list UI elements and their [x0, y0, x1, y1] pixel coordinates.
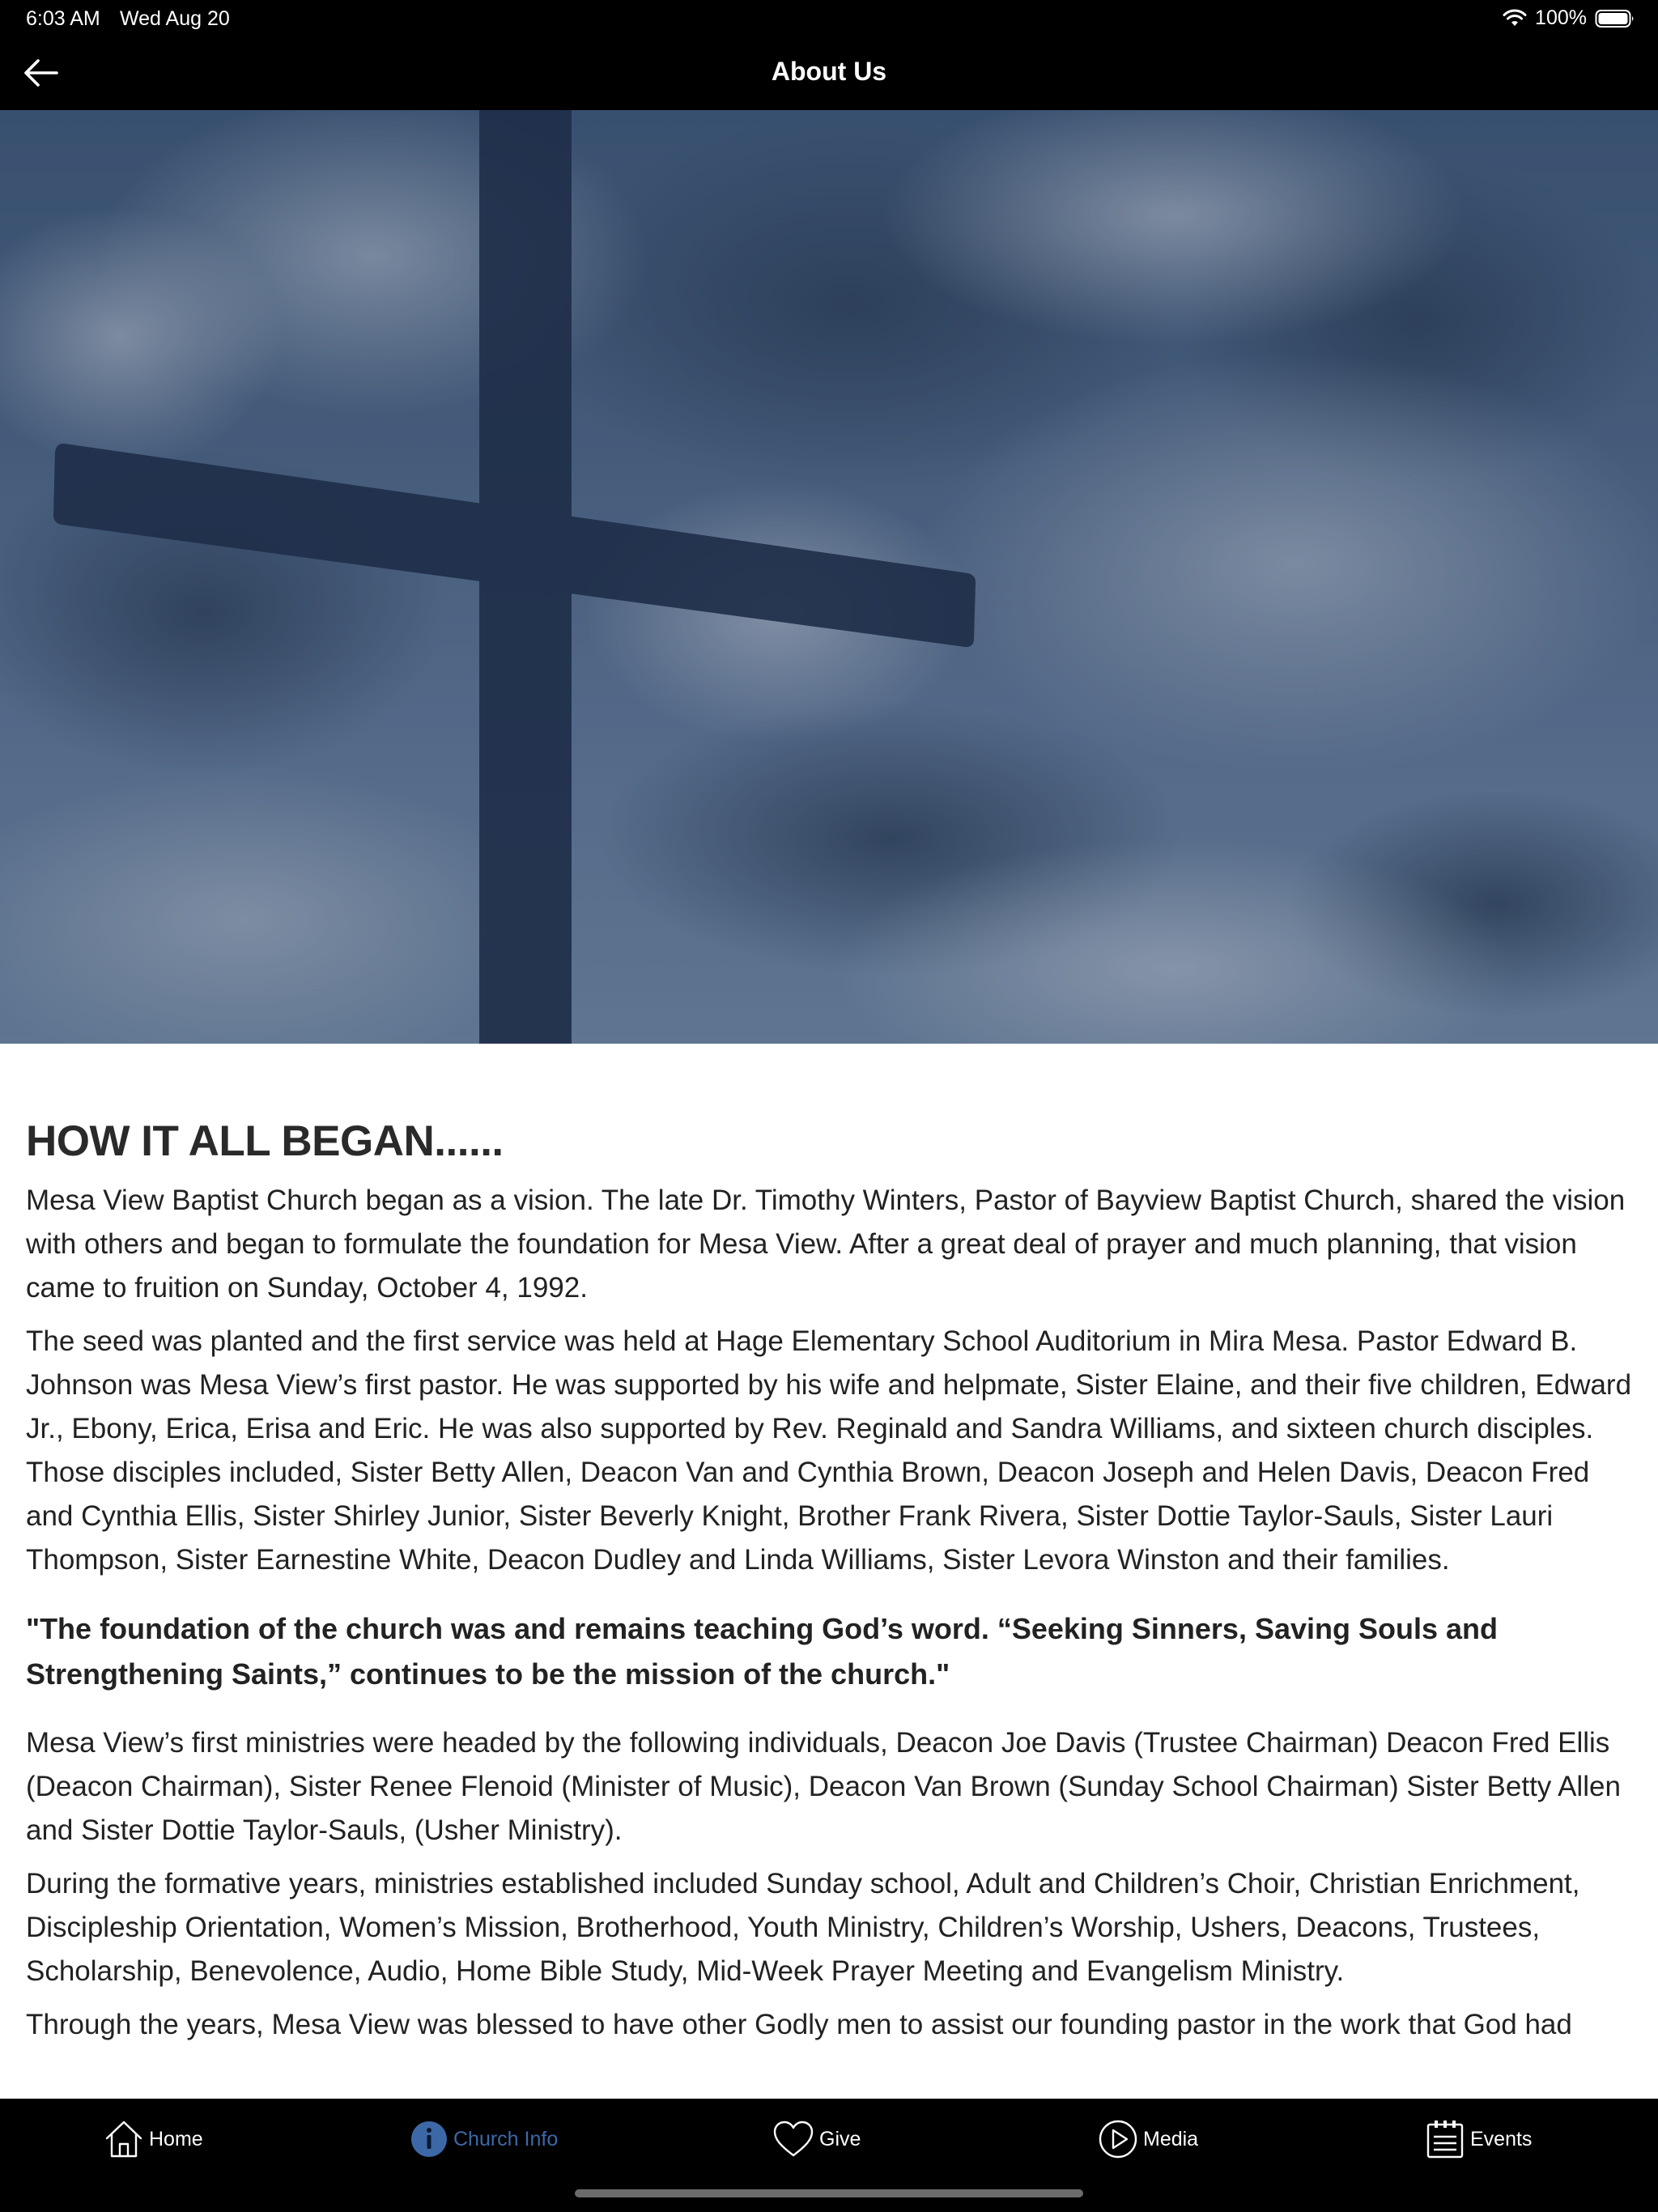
- heart-icon: [772, 2120, 814, 2159]
- article-paragraph: Through the years, Mesa View was blessed to have other Godly men to assist our founding pastor in the work that God had: [26, 2009, 1572, 2040]
- section-heading: HOW IT ALL BEGAN......: [26, 1117, 504, 1165]
- mission-quote: "The foundation of the church was and remains teaching God’s word. “Seeking Sinners, Saving Souls and Strengthening Saints,” continues to be the mission of the church.": [26, 1612, 1499, 1691]
- play-circle-icon: [1098, 2119, 1138, 2159]
- article-paragraph: Mesa View’s first ministries were headed by the following individuals, Deacon Joe Davis (Trustee Chairman) Deacon Fred Ellis (Deacon Chairman), Sister Renee Flenoid (Minister of Music), Deacon Van Brown (Sunday School Chairman) Sister Betty Allen and Sister Dottie Taylor-Sauls, (Usher Ministry).: [26, 1727, 1621, 1846]
- tab-give[interactable]: [772, 2116, 861, 2162]
- tab-events[interactable]: [1425, 2116, 1532, 2162]
- status-bar: [0, 0, 1658, 39]
- wifi-icon: [1503, 9, 1527, 28]
- tab-label: Events: [1470, 2127, 1533, 2150]
- hero-image: [0, 110, 1658, 1044]
- home-icon: [104, 2119, 144, 2159]
- tab-label: Home: [149, 2127, 203, 2150]
- article-paragraph: Mesa View Baptist Church began as a vision. The late Dr. Timothy Winters, Pastor of Bayview Baptist Church, shared the vision with others and began to formulate the foundation for Mesa View. After a great deal of prayer and much planning, that vision came to fruition on Sunday, October 4, 1992.: [26, 1185, 1626, 1304]
- tab-label: Media: [1143, 2127, 1199, 2150]
- info-icon: [410, 2120, 449, 2159]
- tab-church-info[interactable]: [410, 2116, 558, 2162]
- status-time: 6:03 AM: [26, 7, 100, 30]
- calendar-list-icon: [1425, 2119, 1465, 2159]
- home-indicator[interactable]: [575, 2189, 1083, 2197]
- page-title: About Us: [771, 57, 887, 86]
- about-article: [26, 1109, 1637, 2057]
- article-paragraph: The seed was planted and the first service was held at Hage Elementary School Auditorium in Mira Mesa. Pastor Edward B. Johnson was Mesa View’s first pastor. He was supported by his wife and helpmate, Sister Elaine, and their five children, Edward Jr., Ebony, Erica, Erisa and Eric. He was also supported by Rev. Reginald and Sandra Williams, and sixteen church disciples. Those disciples included, Sister Betty Allen, Deacon Van and Cynthia Brown, Deacon Joseph and Helen Davis, Deacon Fred and Cynthia Ellis, Sister Shirley Junior, Sister Beverly Knight, Brother Frank Rivera, Sister Dottie Taylor-Sauls, Sister Lauri Thompson, Sister Earnestine White, Deacon Dudley and Linda Williams, Sister Levora Winston and their families.: [26, 1325, 1632, 1576]
- tab-label: Give: [819, 2127, 861, 2150]
- article-paragraph: During the formative years, ministries established included Sunday school, Adult and Children’s Choir, Christian Enrichment, Discipleship Orientation, Women’s Mission, Brotherhood, Youth Ministry, Children’s Worship, Ushers, Deacons, Trustees, Scholarship, Benevolence, Audio, Home Bible Study, Mid-Week Prayer Meeting and Evangelism Ministry.: [26, 1868, 1580, 1987]
- tab-media[interactable]: [1098, 2116, 1198, 2162]
- battery-percent: 100%: [1535, 6, 1587, 29]
- status-date: Wed Aug 20: [120, 7, 230, 30]
- nav-bar: [0, 39, 1658, 110]
- tab-home[interactable]: [104, 2116, 203, 2162]
- status-indicators: [1503, 6, 1635, 30]
- tab-label: Church Info: [453, 2127, 559, 2150]
- battery-icon: [1595, 9, 1635, 28]
